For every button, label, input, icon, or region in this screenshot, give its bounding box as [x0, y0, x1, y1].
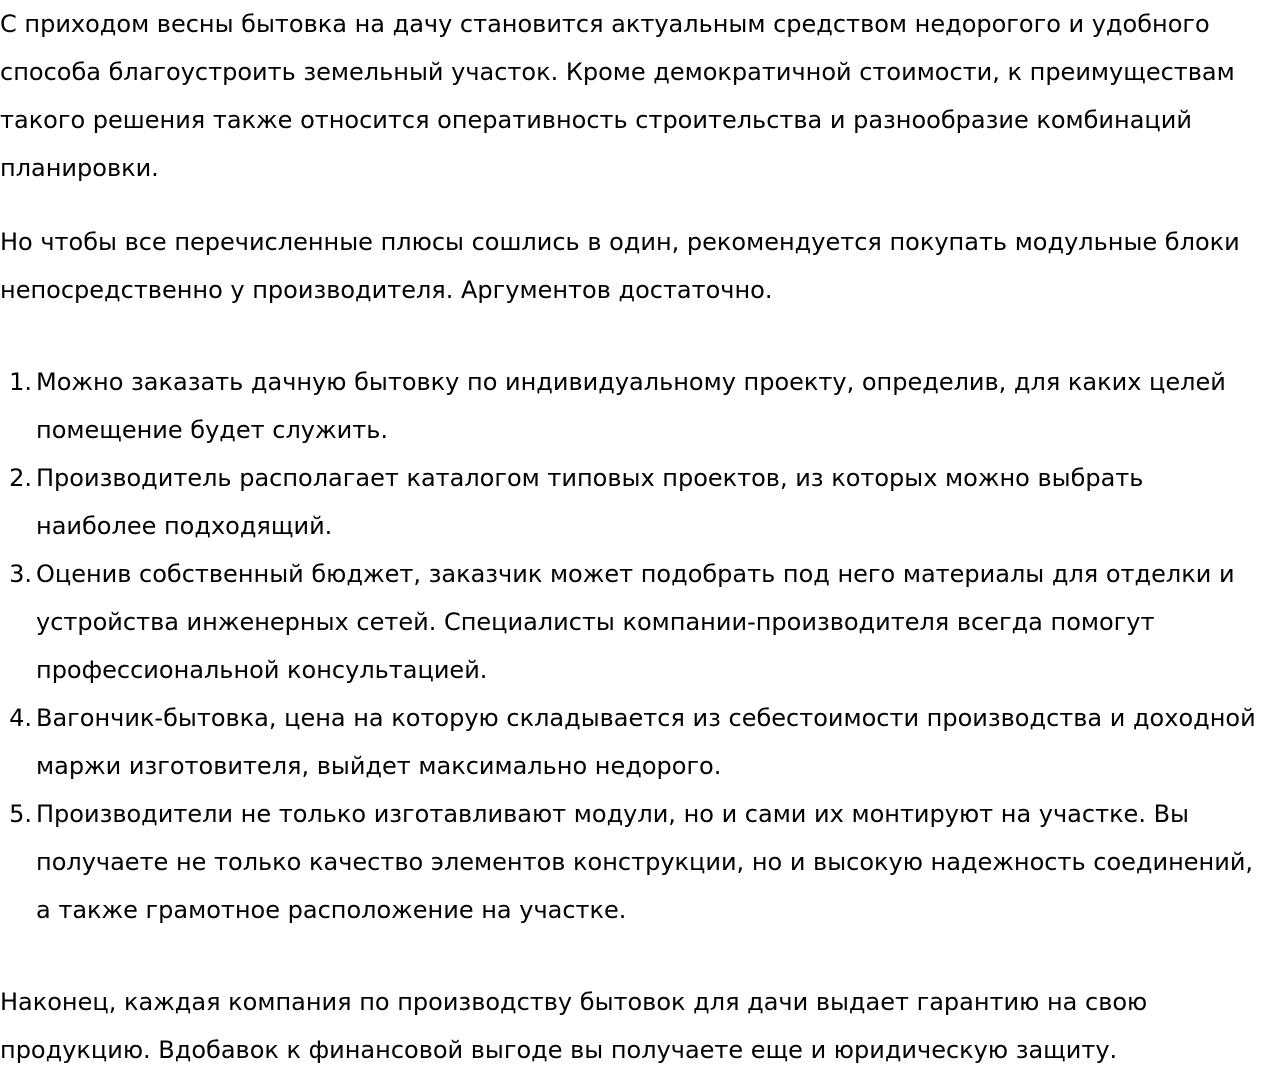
list-item-text: Можно заказать дачную бытовку по индивидуальному проекту, определив, для каких целей помещение будет служить. [36, 368, 1226, 444]
conclusion-paragraph: Наконец, каждая компания по производству бытовок для дачи выдает гарантию на свою продукцию. Вдобавок к финансовой выгоде вы получаете еще и юридическую защиту. [0, 988, 1148, 1064]
list-item-number: 2. [9, 464, 32, 492]
intro-paragraph: С приходом весны бытовка на дачу становится актуальным средством недорогого и удобного способа благоустроить земельный участок. Кроме демократичной стоимости, к преимуществам такого решения также относится оперативность строительства и разнообразие комбинаций планировки. [0, 10, 1235, 182]
advantages-list [0, 358, 1262, 934]
lead-paragraph: Но чтобы все перечисленные плюсы сошлись в один, рекомендуется покупать модульные блоки непосредственно у производителя. Аргументов достаточно. [0, 228, 1240, 304]
list-item-text: Оценив собственный бюджет, заказчик может подобрать под него материалы для отделки и устройства инженерных сетей. Специалисты компании-производителя всегда помогут профессиональной консультацией. [36, 560, 1235, 684]
list-item-text: Производители не только изготавливают модули, но и сами их монтируют на участке. Вы получаете не только качество элементов конструкции, но и высокую надежность соединений, а также грамотное расположение на участке. [36, 800, 1254, 924]
list-item-number: 1. [9, 368, 32, 396]
list-item-text: Производитель располагает каталогом типовых проектов, из которых можно выбрать наиболее подходящий. [36, 464, 1144, 540]
list-item-number: 5. [9, 800, 32, 828]
list-item [0, 454, 1262, 550]
list-item-number: 3. [9, 560, 32, 588]
list-item-number: 4. [9, 704, 32, 732]
list-item [0, 358, 1262, 454]
list-item [0, 694, 1262, 790]
list-item [0, 550, 1262, 694]
list-item [0, 790, 1262, 934]
list-item-text: Вагончик-бытовка, цена на которую складывается из себестоимости производства и доходной маржи изготовителя, выйдет максимально недорого. [36, 704, 1256, 780]
